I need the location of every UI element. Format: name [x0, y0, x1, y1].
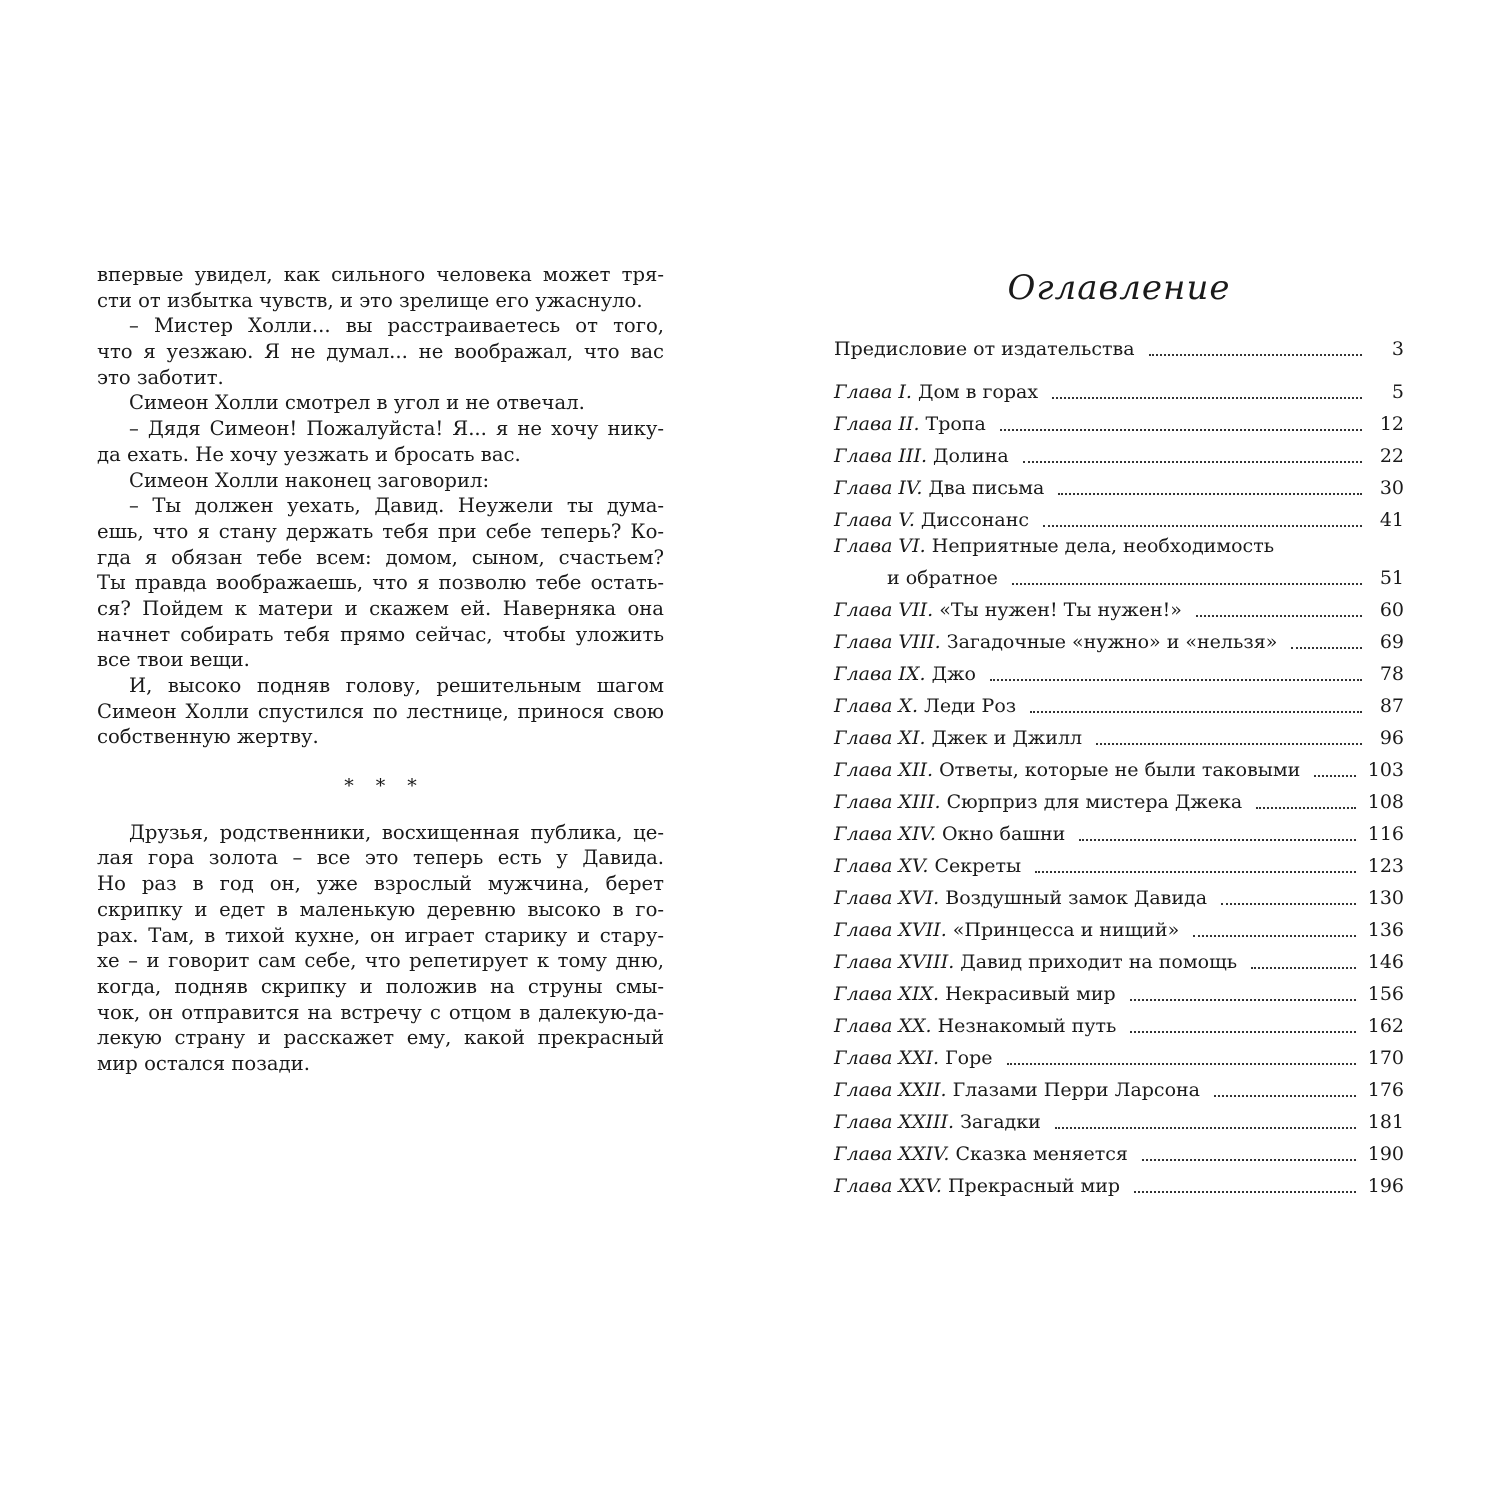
toc-chapter-prefix: Глава XXIV. [834, 1143, 950, 1165]
toc-entry-chapter[interactable] [834, 879, 1404, 911]
text-line: чок, он отправится на встречу с отцом в далекую-да- [97, 1000, 664, 1024]
toc-entry-title: Сказка меняется [955, 1143, 1128, 1165]
toc-page-number: 136 [1367, 919, 1404, 941]
toc-entry-chapter[interactable] [834, 911, 1404, 943]
section-separator: * * * [344, 775, 425, 798]
left-page-text [97, 262, 664, 1077]
toc-chapter-prefix: Глава II. [834, 413, 920, 435]
toc-chapter-prefix: Глава XI. [834, 727, 926, 749]
toc-page-number: 156 [1367, 983, 1404, 1005]
toc-entry-chapter[interactable] [834, 1039, 1404, 1071]
toc-chapter-prefix: Глава XX. [834, 1015, 932, 1037]
dot-leader [1023, 461, 1362, 463]
toc-entry-title: Джек и Джилл [931, 727, 1083, 749]
toc-entry-title: Секреты [934, 855, 1022, 877]
toc-entry-title: Горе [945, 1047, 993, 1069]
toc-page-number: 78 [1379, 663, 1404, 685]
toc-entry-title: Глазами Перри Ларсона [952, 1079, 1201, 1101]
toc-chapter-prefix: Глава VII. [834, 599, 934, 621]
toc-entry-title: «Принцесса и нищий» [952, 919, 1180, 941]
toc-title: Оглавление [1007, 268, 1231, 308]
toc-chapter-prefix: Глава XXI. [834, 1047, 940, 1069]
toc-page-number: 176 [1367, 1079, 1404, 1101]
toc-chapter-prefix: Глава III. [834, 445, 927, 467]
toc-entry-title: Загадочные «нужно» и «нельзя» [946, 631, 1278, 653]
toc-page-number: 190 [1367, 1143, 1404, 1165]
toc-entry-title: Леди Роз [924, 695, 1017, 717]
toc-entry-title: Дом в горах [918, 381, 1039, 403]
text-line: – Дядя Симеон! Пожалуйста! Я... я не хочу нику- [129, 417, 664, 441]
dot-leader [1314, 775, 1355, 777]
toc-page-number: 5 [1391, 381, 1404, 403]
toc-entry-title: «Ты нужен! Ты нужен!» [939, 599, 1182, 621]
text-line: гда я обязан тебе всем: домом, сыном, счастьем? [97, 545, 664, 569]
toc-page-number: 51 [1379, 567, 1404, 589]
toc-entry-chapter[interactable] [834, 719, 1404, 751]
text-line: что я уезжаю. Я не думал... не воображал, что вас [97, 340, 664, 364]
toc-entry-chapter[interactable] [834, 501, 1404, 533]
dot-leader [1052, 397, 1362, 399]
text-line: Но раз в год он, уже взрослый мужчина, берет [97, 872, 664, 896]
toc-entry-chapter[interactable] [834, 623, 1404, 655]
text-line: да ехать. Не хочу уезжать и бросать вас. [97, 442, 521, 466]
toc-page-number: 22 [1379, 445, 1404, 467]
toc-entry-chapter[interactable] [834, 847, 1404, 879]
toc-page-number: 3 [1391, 338, 1404, 360]
text-line: Ты правда воображаешь, что я позволю тебе остать- [97, 571, 664, 595]
toc-chapter-prefix: Глава XIV. [834, 823, 936, 845]
dot-leader [1256, 807, 1356, 809]
text-line: сти от избытка чувств, и это зрелище его ужаснуло. [97, 288, 643, 312]
toc-chapter-prefix: Глава IV. [834, 477, 923, 499]
table-of-contents [834, 262, 1404, 1199]
toc-entry-chapter[interactable] [834, 783, 1404, 815]
toc-chapter-prefix: Глава XV. [834, 855, 929, 877]
toc-entry-title: Ответы, которые не были таковыми [939, 759, 1301, 781]
toc-entry-title: Воздушный замок Давида [945, 887, 1208, 909]
toc-entry-chapter[interactable] [834, 975, 1404, 1007]
toc-entry-chapter[interactable] [834, 751, 1404, 783]
dot-leader [1130, 999, 1356, 1001]
toc-entry-title: Загадки [960, 1111, 1041, 1133]
toc-entry-preface[interactable] [834, 330, 1404, 362]
toc-chapter-prefix: Глава XXV. [834, 1175, 942, 1197]
text-line: И, высоко подняв голову, решительным шагом [129, 674, 664, 697]
dot-leader [1149, 354, 1362, 356]
toc-page-number: 12 [1379, 413, 1404, 435]
dot-leader [990, 679, 1362, 681]
text-line: Симеон Холли смотрел в угол и не отвечал. [129, 391, 585, 415]
dot-leader [1030, 711, 1362, 713]
dot-leader [1130, 1031, 1355, 1033]
toc-chapter-prefix: Глава XVI. [834, 887, 940, 909]
dot-leader [1055, 1127, 1356, 1129]
toc-page-number: 30 [1379, 477, 1404, 499]
toc-chapter-prefix: Глава XVII. [834, 919, 947, 941]
toc-page-number: 87 [1379, 695, 1404, 717]
toc-entry-chapter[interactable] [834, 533, 1404, 591]
toc-chapter-prefix: Глава XIII. [834, 791, 941, 813]
text-line: Друзья, родственники, восхищенная публика, це- [129, 820, 664, 844]
toc-entry-chapter[interactable] [834, 1135, 1404, 1167]
toc-page-number: 60 [1379, 599, 1404, 621]
toc-chapter-prefix: Глава VIII. [834, 631, 941, 653]
toc-page-number: 170 [1367, 1047, 1404, 1069]
dot-leader [1142, 1159, 1356, 1161]
toc-page-number: 103 [1367, 759, 1404, 781]
toc-chapter-prefix: Глава XIX. [834, 983, 940, 1005]
dot-leader [1035, 871, 1356, 873]
text-line: Симеон Холли наконец заговорил: [129, 468, 490, 492]
text-line: это заботит. [97, 365, 224, 389]
toc-chapter-prefix: Глава XXII. [834, 1079, 947, 1101]
text-line: лекую страну и расскажет ему, какой прекрасный [97, 1026, 664, 1050]
toc-entry-chapter[interactable] [834, 437, 1404, 469]
toc-entry-chapter[interactable] [834, 405, 1404, 437]
toc-page-number: 130 [1367, 887, 1404, 909]
text-line: Симеон Холли спустился по лестнице, принося свою [97, 699, 664, 723]
toc-entry-title: Диссонанс [920, 509, 1030, 531]
text-block-after-separator [97, 820, 664, 1077]
toc-chapter-prefix: Глава X. [834, 695, 918, 717]
text-line: рах. Там, в тихой кухне, он играет старику и стару- [97, 923, 664, 947]
text-line: все твои вещи. [97, 648, 250, 672]
toc-chapter-prefix: Глава XVIII. [834, 951, 955, 973]
text-line: впервые увидел, как сильного человека может тря- [97, 263, 664, 286]
text-line: скрипку и едет в маленькую деревню высоко в го- [97, 897, 664, 921]
text-line: лая гора золота – все это теперь есть у Давида. [97, 846, 664, 870]
toc-page-number: 108 [1367, 791, 1404, 813]
toc-entry-chapter[interactable] [834, 1103, 1404, 1135]
toc-chapter-prefix: Глава XII. [834, 759, 934, 781]
toc-entry-title: Давид приходит на помощь [960, 951, 1238, 973]
toc-entry-chapter[interactable] [834, 1007, 1404, 1039]
text-line: мир остался позади. [97, 1051, 310, 1075]
toc-page-number: 116 [1367, 823, 1404, 845]
toc-entry-title-continued: и обратное [887, 567, 998, 589]
toc-page-number: 162 [1367, 1015, 1404, 1037]
toc-chapter-prefix: Глава XXIII. [834, 1111, 955, 1133]
text-line: когда, подняв скрипку и положив на струны смы- [97, 974, 664, 998]
toc-entry-title: Прекрасный мир [947, 1175, 1121, 1197]
toc-chapter-prefix: Глава IX. [834, 663, 926, 685]
toc-entry-title: Неприятные дела, необходимость [931, 535, 1275, 557]
toc-entry-title: Некрасивый мир [945, 983, 1116, 1005]
toc-chapter-prefix: Глава V. [834, 509, 915, 531]
toc-entry-chapter[interactable] [834, 1167, 1404, 1199]
toc-entry-title: Окно башни [941, 823, 1066, 845]
dot-leader [1214, 1095, 1356, 1097]
toc-entry-title: Сюрприз для мистера Джека [946, 791, 1243, 813]
dot-leader [1096, 743, 1362, 745]
text-line: – Ты должен уехать, Давид. Неужели ты дума- [129, 494, 664, 518]
text-line: собственную жертву. [97, 725, 319, 749]
dot-leader [1221, 903, 1356, 905]
dot-leader [1012, 583, 1362, 585]
toc-entry-title: Тропа [925, 413, 986, 435]
text-line: – Мистер Холли... вы расстраиваетесь от того, [129, 314, 664, 338]
dot-leader [1251, 967, 1356, 969]
toc-page-number: 146 [1367, 951, 1404, 973]
toc-chapter-list [834, 373, 1404, 1199]
toc-entry-title: Два письма [928, 477, 1045, 499]
toc-entry-chapter[interactable] [834, 943, 1404, 975]
dot-leader [1134, 1191, 1356, 1193]
toc-entry-title: Долина [933, 445, 1009, 467]
toc-page-number: 123 [1367, 855, 1404, 877]
toc-entry-title: Незнакомый путь [937, 1015, 1117, 1037]
toc-entry-chapter[interactable] [834, 1071, 1404, 1103]
toc-entry-chapter[interactable] [834, 591, 1404, 623]
toc-entry-chapter[interactable] [834, 469, 1404, 501]
dot-leader [1007, 1063, 1356, 1065]
dot-leader [1000, 429, 1362, 431]
toc-entry-chapter[interactable] [834, 655, 1404, 687]
toc-entry-title: Предисловие от издательства [834, 338, 1135, 360]
toc-page-number: 69 [1379, 631, 1404, 653]
toc-entry-chapter[interactable] [834, 687, 1404, 719]
dot-leader [1079, 839, 1355, 841]
toc-page-number: 96 [1379, 727, 1404, 749]
toc-entry-title: Джо [931, 663, 976, 685]
toc-entry-chapter[interactable] [834, 815, 1404, 847]
toc-page-number: 181 [1367, 1111, 1404, 1133]
text-line: начнет собирать тебя прямо сейчас, чтобы уложить [97, 622, 664, 646]
toc-chapter-prefix: Глава I. [834, 381, 912, 403]
text-line: ся? Пойдем к матери и скажем ей. Наверняка она [97, 596, 664, 620]
toc-page-number: 196 [1367, 1175, 1404, 1197]
toc-chapter-prefix: Глава VI. [834, 535, 926, 557]
toc-page-number: 41 [1379, 509, 1404, 531]
dot-leader [1193, 935, 1356, 937]
dot-leader [1043, 525, 1362, 527]
text-line: ешь, что я стану держать тебя при себе теперь? Ко- [97, 519, 664, 543]
text-line: хе – и говорит сам себе, что репетирует к тому дню, [97, 949, 664, 973]
dot-leader [1058, 493, 1362, 495]
dot-leader [1196, 615, 1362, 617]
text-block-before-separator [97, 262, 664, 750]
toc-entry-chapter[interactable] [834, 373, 1404, 405]
dot-leader [1291, 647, 1362, 649]
